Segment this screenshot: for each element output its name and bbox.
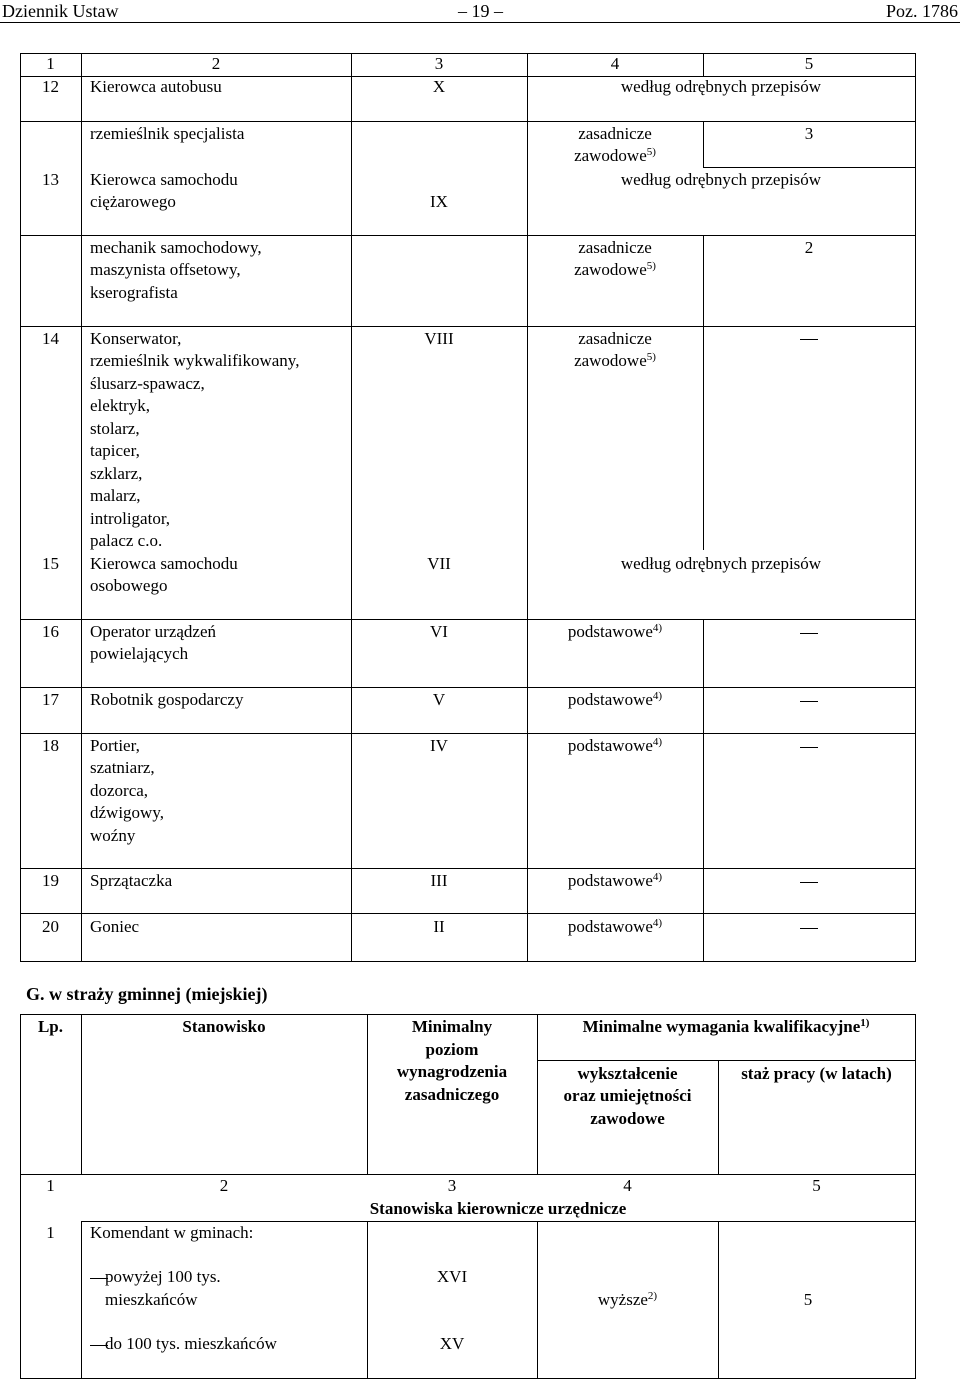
position-name: Kierowca samochodu: [90, 170, 238, 189]
education-requirement: zawodowe$^{5)}$: [574, 260, 656, 279]
education-requirement: zawodowe$^{5)}$: [574, 146, 656, 165]
header-min-salary: zasadniczego: [404, 1085, 500, 1104]
position-name: introligator,: [90, 509, 171, 528]
row-number: 1: [46, 1223, 55, 1242]
col-number: 3: [434, 54, 444, 73]
subsection-title: Stanowiska kierownicze urzędnicze: [369, 1199, 627, 1218]
position-name: dozorca,: [90, 781, 149, 800]
no-requirement-dash: [800, 882, 818, 883]
pay-category: XV: [439, 1334, 465, 1353]
col-number: 2: [211, 54, 221, 73]
position-name: Kierowca autobusu: [90, 77, 222, 96]
education-requirement: według odrębnych przepisów: [620, 554, 822, 573]
no-requirement-dash: [800, 928, 818, 929]
position-name: szklarz,: [90, 464, 143, 483]
pay-category: X: [432, 77, 446, 96]
position-name: Goniec: [90, 917, 140, 936]
pay-category: IV: [430, 736, 448, 755]
education-requirement: zasadnicze: [578, 329, 652, 348]
col-number: 3: [447, 1176, 457, 1195]
pay-category: VI: [430, 622, 448, 641]
education-requirement: podstawowe$^{4)}$: [567, 736, 663, 755]
position-name: palacz c.o.: [90, 531, 163, 550]
position-subitem: do 100 tys. mieszkańców: [105, 1334, 277, 1353]
position-name: Portier,: [90, 736, 140, 755]
position-name: Robotnik gospodarczy: [90, 690, 244, 709]
row-number: 12: [42, 77, 59, 96]
row-number: 15: [42, 554, 59, 573]
position-number: Poz. 1786: [886, 1, 958, 21]
row-number: 17: [42, 690, 59, 709]
row-number: 18: [42, 736, 59, 755]
position-name: ślusarz-spawacz,: [90, 374, 205, 393]
education-requirement: według odrębnych przepisów: [620, 77, 822, 96]
position-name: Sprzątaczka: [90, 871, 173, 890]
no-requirement-dash: [800, 747, 818, 748]
col-number: 4: [623, 1176, 632, 1195]
no-requirement-dash: [800, 339, 818, 340]
education-requirement: zawodowe$^{5)}$: [574, 351, 656, 370]
col-number: 1: [46, 1176, 55, 1195]
journal-title: Dziennik Ustaw: [2, 1, 119, 21]
pay-category: VII: [427, 554, 451, 573]
row-number: 16: [42, 622, 59, 641]
position-name: rzemieślnik wykwalifikowany,: [90, 351, 300, 370]
position-name: dźwigowy,: [90, 803, 164, 822]
position-name: Kierowca samochodu: [90, 554, 238, 573]
pay-category: XVI: [436, 1267, 468, 1286]
row-number: 13: [42, 170, 59, 189]
header-min-requirements: Minimalne wymagania kwalifikacyjne$^{1)}$: [582, 1017, 870, 1036]
education-requirement: zasadnicze: [578, 124, 652, 143]
col-number: 5: [812, 1176, 821, 1195]
page-header: [0, 0, 960, 23]
col-number: 5: [804, 54, 814, 73]
header-education: wykształcenie: [577, 1064, 678, 1083]
position-subitem: powyżej 100 tys.: [105, 1267, 221, 1286]
experience-years: 5: [803, 1290, 813, 1309]
row-number: 20: [42, 917, 59, 936]
position-name: kserografista: [90, 283, 178, 302]
position-name: Konserwator,: [90, 329, 182, 348]
education-requirement: podstawowe$^{4)}$: [567, 871, 663, 890]
header-position: Stanowisko: [182, 1017, 266, 1036]
header-education: zawodowe: [590, 1109, 665, 1128]
education-requirement: wyższe$^{2)}$: [597, 1290, 658, 1309]
section-title: G. w straży gminnej (miejskiej): [26, 984, 268, 1004]
col-number: 1: [46, 54, 55, 73]
header-education: oraz umiejętności: [563, 1086, 692, 1105]
position-name: Komendant w gminach:: [90, 1223, 254, 1242]
position-subitem: mieszkańców: [105, 1290, 198, 1309]
col-number: 2: [219, 1176, 229, 1195]
position-name: maszynista offsetowy,: [90, 260, 241, 279]
experience-years: 3: [804, 124, 814, 143]
pay-category: III: [430, 871, 448, 890]
header-min-salary: wynagrodzenia: [396, 1062, 508, 1081]
education-requirement: podstawowe$^{4)}$: [567, 690, 663, 709]
no-requirement-dash: [800, 633, 818, 634]
experience-years: 2: [804, 238, 814, 257]
education-requirement: zasadnicze: [578, 238, 652, 257]
header-min-salary: Minimalny: [411, 1017, 493, 1036]
page-number: – 19 –: [458, 1, 503, 21]
pay-category: II: [433, 917, 445, 936]
header-min-salary: poziom: [425, 1040, 479, 1059]
position-name: rzemieślnik specjalista: [90, 124, 245, 143]
row-number: 19: [42, 871, 59, 890]
position-name: Operator urządzeń: [90, 622, 217, 641]
pay-category: IX: [430, 192, 448, 211]
position-name: powielających: [90, 644, 189, 663]
position-name: tapicer,: [90, 441, 140, 460]
position-name: woźny: [90, 826, 136, 845]
row-number: 14: [42, 329, 59, 348]
pay-category: VIII: [424, 329, 454, 348]
position-name: elektryk,: [90, 396, 150, 415]
position-name: malarz,: [90, 486, 141, 505]
position-name: szatniarz,: [90, 758, 155, 777]
position-name: osobowego: [90, 576, 168, 595]
education-requirement: podstawowe$^{4)}$: [567, 622, 663, 641]
col-number: 4: [610, 54, 620, 73]
header-experience: staż pracy (w latach): [741, 1064, 892, 1083]
education-requirement: podstawowe$^{4)}$: [567, 917, 663, 936]
education-requirement: według odrębnych przepisów: [620, 170, 822, 189]
pay-category: V: [432, 690, 446, 709]
position-name: mechanik samochodowy,: [90, 238, 262, 257]
no-requirement-dash: [800, 701, 818, 702]
header-lp: Lp.: [37, 1017, 64, 1036]
position-name: stolarz,: [90, 419, 140, 438]
position-name: ciężarowego: [90, 192, 176, 211]
